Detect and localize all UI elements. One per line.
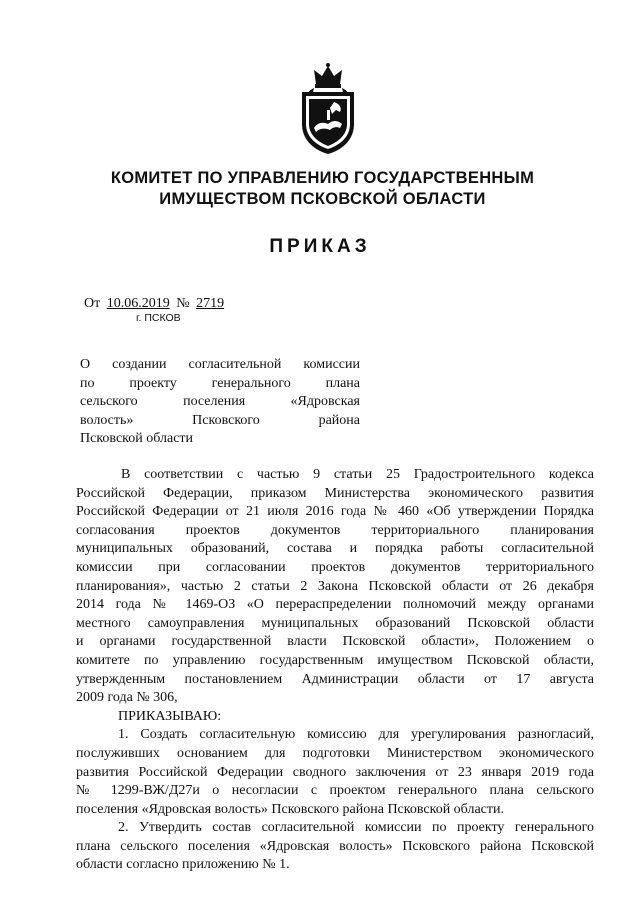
order-subject xyxy=(80,356,360,449)
body-line: утвержденным постановлением Администрации области от 17 августа xyxy=(76,671,594,687)
order-body xyxy=(76,466,594,875)
order-word: ПРИКАЗЫВАЮ: xyxy=(118,708,222,724)
date-number-line xyxy=(84,296,227,312)
date-prefix: От xyxy=(84,296,101,311)
body-line: 2009 года № 306, xyxy=(76,690,178,706)
subject-line: волость» Псковского района xyxy=(80,412,360,428)
item-line: 2. Утвердить состав согласительной комиссии по проекту генерального xyxy=(118,820,594,836)
item-line: 1. Создать согласительную комиссию для урегулирования разногласий, xyxy=(118,727,594,743)
body-line: комиссии при согласовании проектов документов территориального xyxy=(76,559,594,575)
document-type-title: ПРИКАЗ xyxy=(269,236,371,257)
subject-line: сельского поселения «Ядровская xyxy=(80,394,360,410)
subject-line: по проекту генерального плана xyxy=(80,375,360,391)
organization-line: ИМУЩЕСТВОМ ПСКОВСКОЙ ОБЛАСТИ xyxy=(159,190,486,208)
item-line: плана сельского поселения «Ядровская волость» Псковского района Псковской xyxy=(76,838,594,854)
item-line: № 1299-ВЖ/Д27и о несогласии с проектом генерального плана сельского xyxy=(76,783,594,799)
item-line: послуживших основанием для подготовки Министерством экономического xyxy=(76,745,594,761)
body-line: муниципальных образований, состава и порядка работы согласительной xyxy=(76,541,594,557)
subject-line: Псковской области xyxy=(80,431,194,447)
item-line: развития Российской Федерации сводного заключения от 23 января 2019 года xyxy=(76,764,594,780)
organization-line: КОМИТЕТ ПО УПРАВЛЕНИЮ ГОСУДАРСТВЕННЫМ xyxy=(110,169,535,187)
item-line: поселения «Ядровская волость» Псковского района Псковской области. xyxy=(76,801,504,817)
body-line: Российской Федерации, приказом Министерства экономического развития xyxy=(76,485,594,501)
body-line: местного самоуправления муниципальных образований Псковской области xyxy=(76,615,594,631)
subject-line: О создании согласительной комиссии xyxy=(80,357,360,372)
document-number: 2719 xyxy=(196,296,225,311)
coat-of-arms-icon xyxy=(296,62,360,156)
number-sign: № xyxy=(176,296,190,311)
body-line: согласования проектов документов территориального планирования xyxy=(76,522,594,538)
organization-heading xyxy=(60,168,585,210)
city-label: г. ПСКОВ xyxy=(136,312,181,324)
document-date: 10.06.2019 xyxy=(106,296,170,311)
item-line: области согласно приложению № 1. xyxy=(76,857,290,873)
body-line: 2014 года № 1469-ОЗ «О перераспределении полномочий между органами xyxy=(76,597,594,613)
body-line: и органами государственной власти Псковской области», Положением о xyxy=(76,634,594,650)
body-line: комитете по управлению государственным имуществом Псковской области, xyxy=(76,652,594,668)
body-line: Российской Федерации от 21 июля 2016 года № 460 «Об утверждении Порядка xyxy=(76,504,594,520)
body-line: планирования», частью 2 статьи 2 Закона Псковской области от 26 декабря xyxy=(76,578,594,594)
body-line: В соответствии с частью 9 статьи 25 Градостроительного кодекса xyxy=(121,467,594,482)
